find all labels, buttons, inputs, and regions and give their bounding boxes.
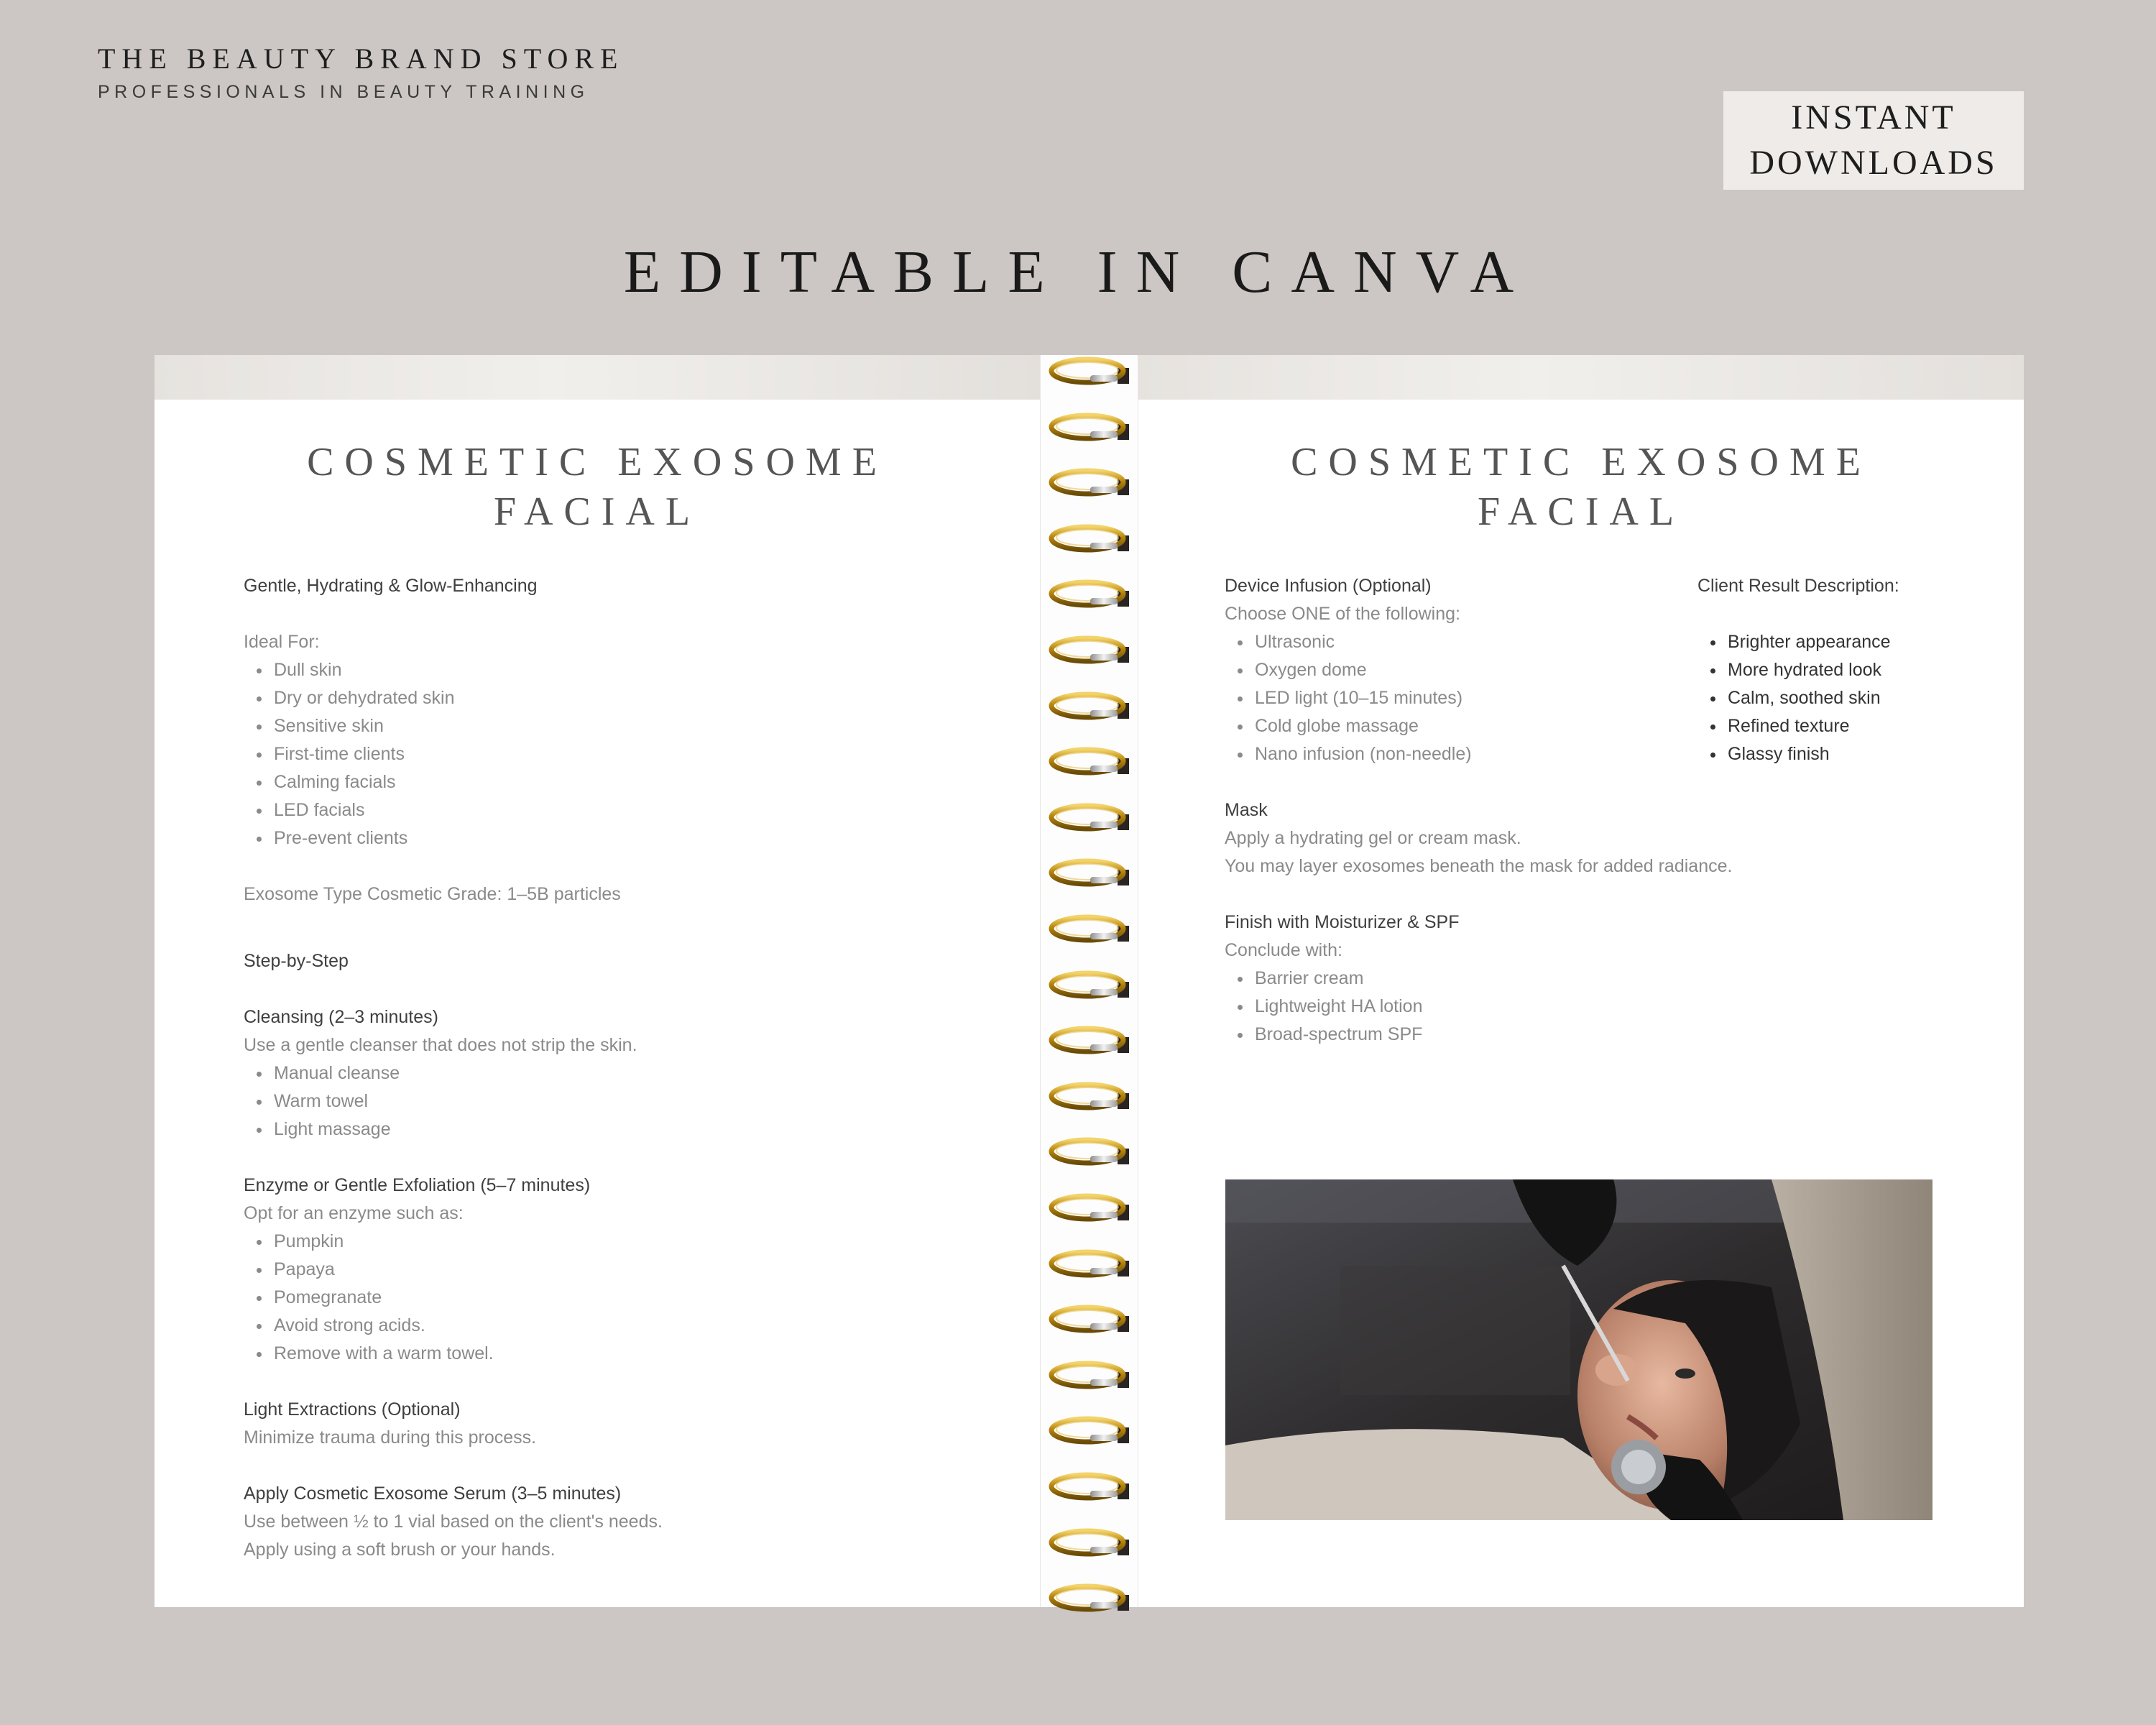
ideal-for-label: Ideal For: [244, 632, 320, 652]
spiral-ring [1049, 632, 1129, 666]
exfoliation-text: Opt for an enzyme such as: [244, 1203, 464, 1223]
mask-heading: Mask [1225, 800, 1268, 820]
right-content [1225, 572, 1733, 1049]
spiral-ring [1049, 1023, 1129, 1056]
headline: EDITABLE IN CANVA [623, 239, 1533, 305]
serum-heading: Apply Cosmetic Exosome Serum (3–5 minutes) [244, 1484, 622, 1504]
list-item: Dry or dehydrated skin [244, 684, 1020, 712]
brand-title: THE BEAUTY BRAND STORE [98, 42, 625, 75]
list-item: Cold globe massage [1225, 712, 1685, 740]
spiral-ring [1049, 576, 1129, 610]
badge-line-2: DOWNLOADS [1749, 143, 1998, 182]
device-text: Choose ONE of the following: [1225, 604, 1460, 624]
cleansing-heading: Cleansing (2–3 minutes) [244, 1007, 438, 1027]
brand-subtitle: PROFESSIONALS IN BEAUTY TRAINING [98, 82, 589, 102]
spiral-ring [1049, 1358, 1129, 1391]
list-item: More hydrated look [1697, 656, 1999, 684]
finish-text: Conclude with: [1225, 940, 1342, 960]
serum-text-1: Use between ½ to 1 vial based on the client's needs. [244, 1512, 663, 1532]
cleansing-list [244, 1059, 1020, 1144]
page-top-band [155, 355, 1040, 400]
steps-heading: Step-by-Step [244, 951, 349, 971]
spiral-ring [1049, 967, 1129, 1000]
spiral-ring [1049, 800, 1129, 833]
finish-list [1225, 965, 1685, 1049]
list-item: Calm, soothed skin [1697, 684, 1999, 712]
list-item: LED light (10–15 minutes) [1225, 684, 1685, 712]
cleansing-text: Use a gentle cleanser that does not strip the skin. [244, 1035, 637, 1055]
list-item: Pomegranate [244, 1284, 1020, 1312]
spiral-ring [1049, 744, 1129, 777]
mask-text-2: You may layer exosomes beneath the mask for added radiance. [1225, 856, 1733, 876]
spiral-ring [1049, 855, 1129, 888]
spiral-ring [1049, 1581, 1129, 1614]
spiral-ring [1049, 410, 1129, 443]
right-title-line-1: COSMETIC EXOSOME [1291, 440, 1871, 484]
spiral-ring [1049, 1134, 1129, 1167]
list-item: Oxygen dome [1225, 656, 1685, 684]
ideal-for-list [244, 656, 1020, 852]
list-item: Brighter appearance [1697, 628, 1999, 656]
spiral-ring [1049, 1469, 1129, 1502]
device-list [1225, 628, 1685, 768]
extractions-text: Minimize trauma during this process. [244, 1427, 537, 1448]
list-item: LED facials [244, 796, 1020, 824]
list-item: Avoid strong acids. [244, 1312, 1020, 1340]
page-top-band [1138, 355, 2024, 400]
list-item: Warm towel [244, 1087, 1020, 1116]
instant-downloads-badge [1723, 91, 2024, 190]
list-item: Ultrasonic [1225, 628, 1685, 656]
mask-text-1: Apply a hydrating gel or cream mask. [1225, 828, 1521, 848]
list-item: Pumpkin [244, 1228, 1020, 1256]
result-heading: Client Result Description: [1697, 576, 1899, 596]
left-title-line-1: COSMETIC EXOSOME [307, 440, 888, 484]
spiral-ring [1049, 521, 1129, 554]
spiral-ring [1049, 911, 1129, 944]
list-item: Pre-event clients [244, 824, 1020, 852]
spiral-ring [1049, 1302, 1129, 1335]
list-item: Barrier cream [1225, 965, 1685, 993]
list-item: Light massage [244, 1116, 1020, 1144]
client-result-column [1697, 572, 1999, 768]
left-subtitle: Gentle, Hydrating & Glow-Enhancing [244, 576, 538, 596]
list-item: Lightweight HA lotion [1225, 993, 1685, 1021]
spiral-ring [1049, 689, 1129, 722]
list-item: Papaya [244, 1256, 1020, 1284]
list-item: Nano infusion (non-needle) [1225, 740, 1685, 768]
spiral-ring [1049, 1190, 1129, 1223]
list-item: Manual cleanse [244, 1059, 1020, 1087]
list-item: Calming facials [244, 768, 1020, 796]
list-item: Remove with a warm towel. [244, 1340, 1020, 1368]
spiral-binding [1040, 355, 1138, 1607]
spiral-ring [1049, 1413, 1129, 1446]
left-content [244, 572, 1020, 1564]
spiral-ring [1049, 465, 1129, 498]
spiral-ring [1049, 1525, 1129, 1558]
result-list [1697, 628, 1999, 768]
left-page-title [155, 438, 1040, 537]
list-item: Glassy finish [1697, 740, 1999, 768]
device-heading: Device Infusion (Optional) [1225, 576, 1432, 596]
list-item: Dull skin [244, 656, 1020, 684]
right-page-title [1138, 438, 2024, 537]
extractions-heading: Light Extractions (Optional) [244, 1399, 461, 1420]
exosome-type: Exosome Type Cosmetic Grade: 1–5B particles [244, 884, 621, 904]
list-item: Broad-spectrum SPF [1225, 1021, 1685, 1049]
exfoliation-heading: Enzyme or Gentle Exfoliation (5–7 minutes) [244, 1175, 591, 1195]
serum-text-2: Apply using a soft brush or your hands. [244, 1540, 556, 1560]
spiral-ring [1049, 1246, 1129, 1279]
badge-line-1: INSTANT [1791, 98, 1956, 137]
right-title-line-2: FACIAL [1477, 489, 1685, 534]
spiral-ring [1049, 354, 1129, 387]
exfoliation-list [244, 1228, 1020, 1368]
list-item: Sensitive skin [244, 712, 1020, 740]
treatment-photo [1225, 1179, 1932, 1520]
spiral-ring [1049, 1079, 1129, 1112]
list-item: First-time clients [244, 740, 1020, 768]
left-page [155, 355, 1040, 1607]
list-item: Refined texture [1697, 712, 1999, 740]
finish-heading: Finish with Moisturizer & SPF [1225, 912, 1460, 932]
left-title-line-2: FACIAL [493, 489, 701, 534]
